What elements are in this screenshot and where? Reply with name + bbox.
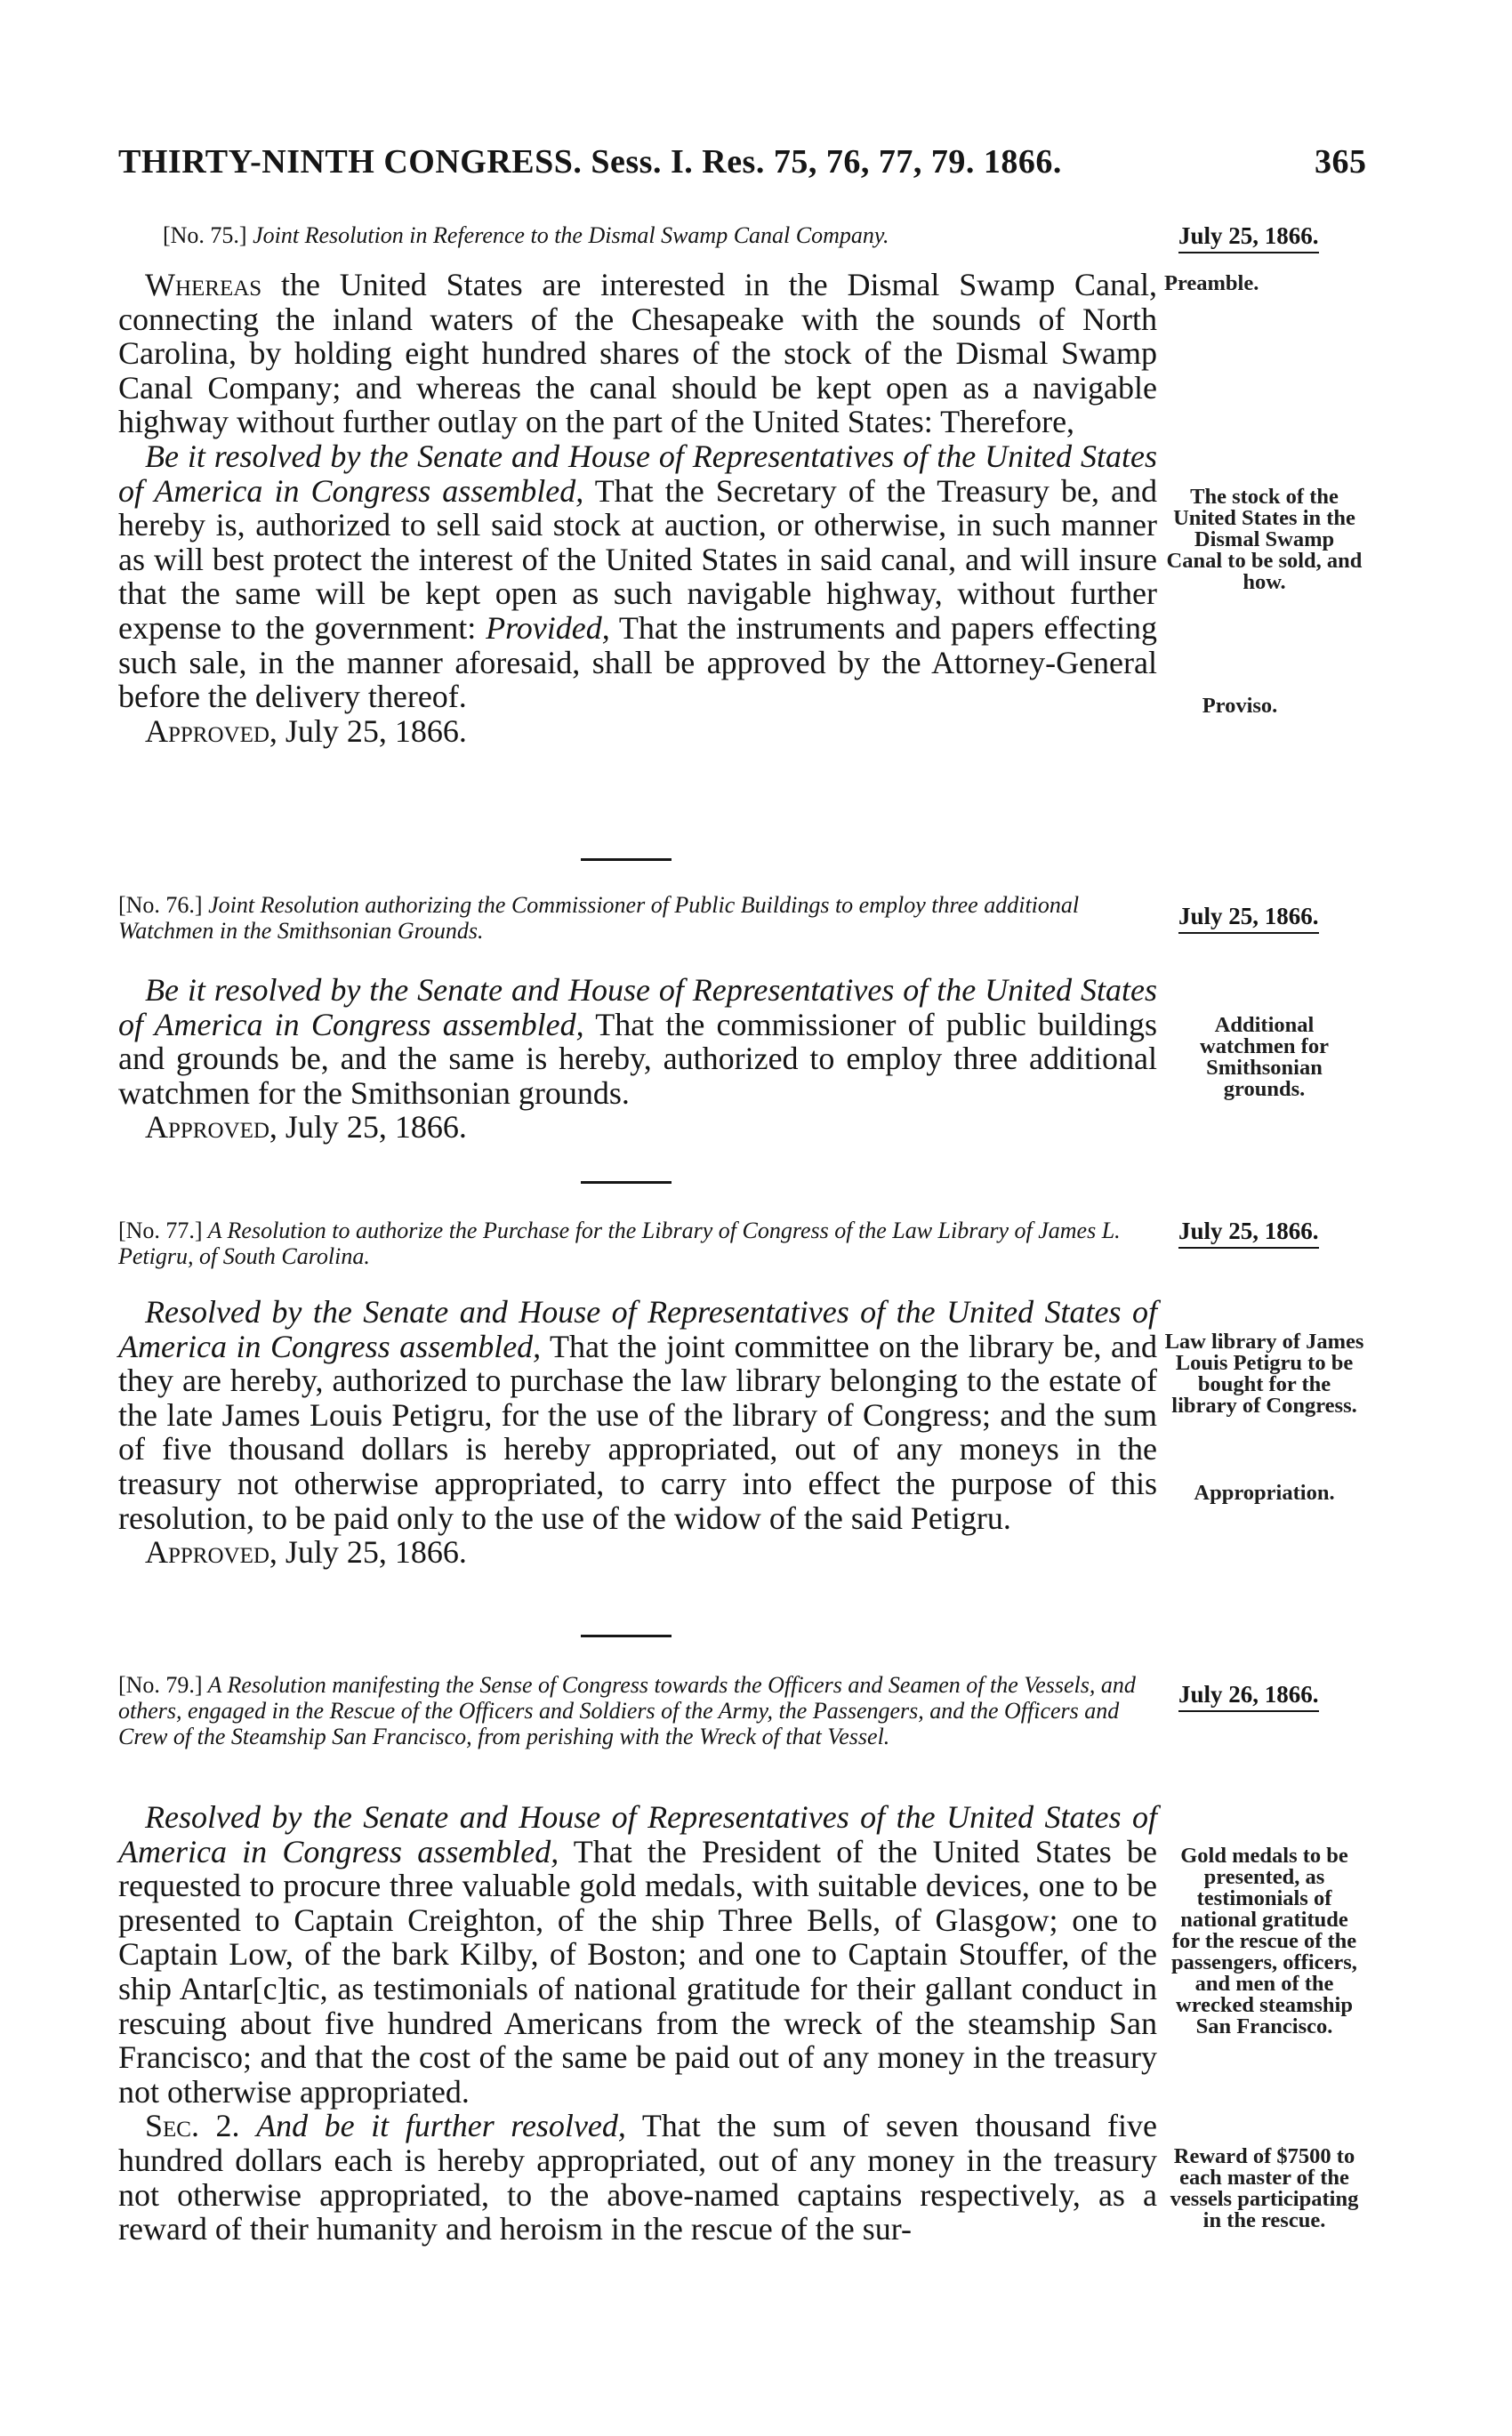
res-79-date: July 26, 1866. xyxy=(1178,1681,1319,1712)
res-79-header xyxy=(118,1672,1168,1749)
res-79-text xyxy=(118,1800,1157,2247)
section-rule xyxy=(581,1635,672,1637)
whereas-lead: Whereas xyxy=(145,267,262,302)
res-77-header xyxy=(118,1218,1168,1269)
res-77-date: July 25, 1866. xyxy=(1178,1218,1319,1249)
note-proviso: Proviso. xyxy=(1202,694,1278,718)
res-76-title: Joint Resolution authorizing the Commissioner of Public Buildings to employ three additional Watchmen in the Smithsonian Grounds. xyxy=(118,892,1080,944)
running-head-title: THIRTY-NINTH CONGRESS. Sess. I. Res. 75, 76, 77, 79. 1866. xyxy=(118,143,1062,181)
res-79-resolution: Resolved by the Senate and House of Representatives of the United States of America in Congress assembled, That the President of the United States be requested to procure three valuable gold medals, with suitable devices, one to be presented to Captain Creighton, of the ship Three Bells, of Glasgow; one to Captain Low, of the bark Kilby, of Boston; and one to Captain Stouffer, of the ship Antar[c]tic, as testimonials of national gratitude for their gallant conduct in rescuing about five hundred Americans from the wreck of the steamship San Francisco; and that the cost of the same be paid out of any money in the treasury not otherwise appropriated. xyxy=(118,1799,1157,2110)
res-75-text xyxy=(118,268,1157,748)
note-preamble: Preamble. xyxy=(1164,271,1259,295)
res-75-date: July 25, 1866. xyxy=(1178,222,1319,253)
proviso-word: Provided, xyxy=(486,609,610,646)
res-76-date: July 25, 1866. xyxy=(1178,903,1319,934)
res-79-title: A Resolution manifesting the Sense of Congress towards the Officers and Seamen of the Vessels, and others, engaged in the Rescue of the Officers and Soldiers of the Army, the Passengers, and the Officers and Crew of the Steamship San Francisco, from perishing with the Wreck of that Vessel. xyxy=(118,1672,1136,1749)
res-76-text xyxy=(118,973,1157,1145)
res-75-preamble: Whereas the United States are interested in the Dismal Swamp Canal, connecting the inland waters of the Chesapeake with the sounds of North Carolina, by holding eight hundred shares of the stock of the Dismal Swamp Canal Company; and whereas the canal should be kept open as a navigable highway without further outlay on the part of the United States: Therefore, xyxy=(118,267,1158,440)
res-75-title: Joint Resolution in Reference to the Dismal Swamp Canal Company. xyxy=(253,222,889,248)
res-79-number: [No. 79.] xyxy=(118,1672,203,1698)
enacting-clause: Be it resolved by the Senate and House of Representatives of the United States of America in Congress assembled, xyxy=(118,972,1157,1042)
section-rule xyxy=(581,1181,672,1184)
res-75-resolution: Be it resolved by the Senate and House of Representatives of the United States of America in Congress assembled, That the Secretary of the Treasury be, and hereby is, authorized to sell said stock at auction, or otherwise, in such manner as will best protect the interest of the United States in said canal, and will insure that the same will be kept open as such navigable highway, without further expense to the government: Provided, That the instruments and papers effecting such sale, in the manner aforesaid, shall be approved by the Attorney-General before the delivery thereof. xyxy=(118,438,1157,715)
page-number: 365 xyxy=(1315,143,1367,181)
res-75-approved: Approved, July 25, 1866. xyxy=(145,712,467,749)
enacting-clause: Resolved by the Senate and House of Representatives of the United States of America in Congress assembled, xyxy=(118,1799,1157,1869)
res-79-section-2: Sec. 2. And be it further resolved, That the sum of seven thousand five hundred dollars each is hereby appropriated, out of any money in the treasury not otherwise appropriated, to the above-named captains respectively, as a reward of their humanity and heroism in the rescue of the sur- xyxy=(118,2108,1157,2247)
res-77-text xyxy=(118,1295,1157,1570)
section-rule xyxy=(581,858,672,861)
res-75-header xyxy=(163,222,1123,248)
res-76-resolution: Be it resolved by the Senate and House of Representatives of the United States of America in Congress assembled, That the commissioner of public buildings and grounds be, and the same is hereby, authorized to employ three additional watchmen for the Smithsonian grounds. xyxy=(118,972,1157,1111)
res-75-number: [No. 75.] xyxy=(163,222,247,248)
note-law-library: Law library of James Louis Petigru to be bought for the library of Congress. xyxy=(1164,1330,1364,1418)
note-appropriation: Appropriation. xyxy=(1194,1481,1335,1505)
running-head xyxy=(118,142,1367,181)
res-77-resolution: Resolved by the Senate and House of Representatives of the United States of America in Congress assembled, That the joint committee on the library be, and they are hereby, authorized to purchase the law library belonging to the estate of the late James Louis Petigru, for the use of the library of Congress; and the sum of five thousand dollars is hereby appropriated, out of any moneys in the treasury not otherwise appropriated, to carry into effect the purpose of this resolution, to be paid only to the use of the widow of the said Petigru. xyxy=(118,1294,1157,1536)
enacting-clause: Be it resolved by the Senate and House of Representatives of the United States of America in Congress assembled, xyxy=(118,438,1157,509)
note-gold-medals: Gold medals to be presented, as testimonials of national gratitude for the rescue of the passengers, officers, and men of the wrecked steamship San Francisco. xyxy=(1171,1844,1357,2038)
note-watchmen: Additional watchmen for Smithsonian grounds. xyxy=(1200,1013,1329,1101)
res-77-number: [No. 77.] xyxy=(118,1218,203,1243)
res-76-number: [No. 76.] xyxy=(118,892,203,918)
res-77-approved: Approved, July 25, 1866. xyxy=(145,1534,467,1571)
note-reward: Reward of $7500 to each master of the vessels participating in the rescue. xyxy=(1170,2144,1359,2232)
enacting-clause: Resolved by the Senate and House of Representatives of the United States of America in Congress assembled, xyxy=(118,1294,1157,1364)
res-76-approved: Approved, July 25, 1866. xyxy=(145,1109,467,1146)
res-76-header xyxy=(118,892,1168,944)
note-stock-sale: The stock of the United States in the Dismal Swamp Canal to be sold, and how. xyxy=(1166,485,1363,594)
res-77-title: A Resolution to authorize the Purchase for the Library of Congress of the Law Library of James L. Petigru, of South Carolina. xyxy=(118,1218,1121,1269)
